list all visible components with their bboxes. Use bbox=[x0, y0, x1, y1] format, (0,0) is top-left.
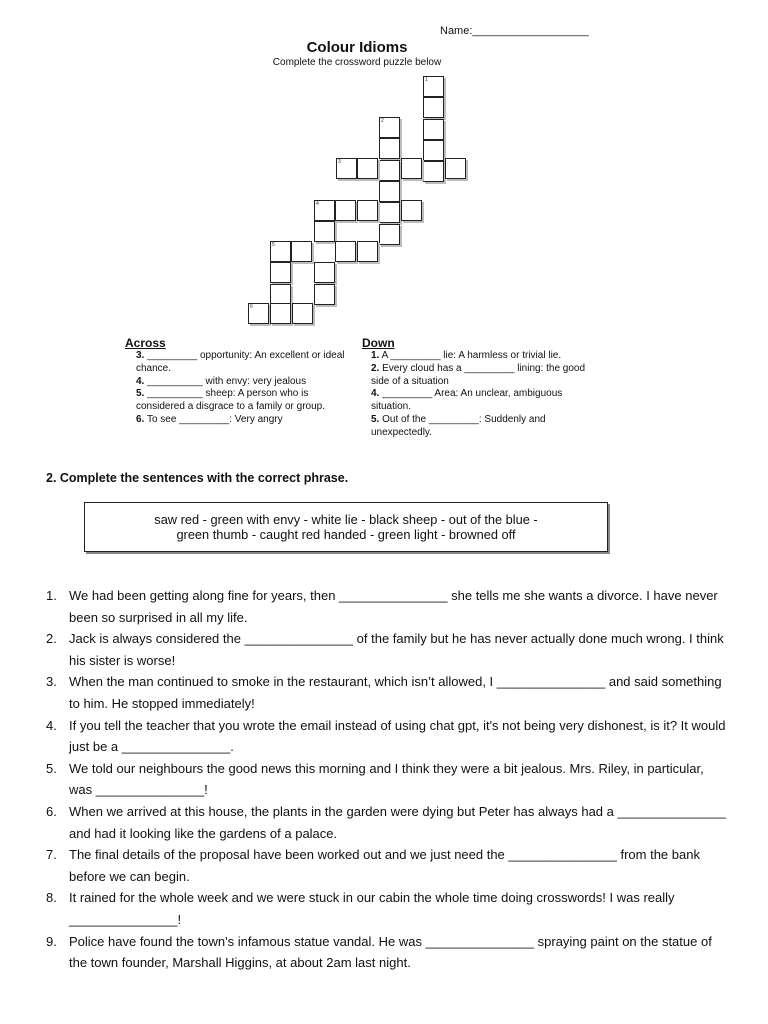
crossword-cell[interactable] bbox=[335, 241, 356, 262]
sentence-item bbox=[46, 931, 726, 974]
sentence-number: 8. bbox=[46, 890, 57, 906]
sentence-text: Jack is always considered the _______________ of the family but he has never actually done much wrong. I think his sister is worse! bbox=[69, 631, 724, 668]
cell-number: 2 bbox=[381, 118, 384, 124]
cell-number: 3 bbox=[338, 159, 341, 165]
sentence-number: 5. bbox=[46, 760, 57, 776]
clue-number: 6. bbox=[136, 413, 145, 425]
crossword-cell[interactable] bbox=[248, 303, 269, 324]
sentence-number: 9. bbox=[46, 933, 57, 949]
across-clue bbox=[136, 388, 355, 414]
clue-text: To see _________: Very angry bbox=[146, 413, 283, 425]
sentence-item bbox=[46, 671, 726, 714]
crossword-cell[interactable] bbox=[270, 241, 291, 262]
sentence-item bbox=[46, 758, 726, 801]
sentence-number: 7. bbox=[46, 847, 57, 863]
across-clues bbox=[125, 336, 355, 427]
clue-text: Every cloud has a _________ lining: the good side of a situation bbox=[371, 362, 586, 387]
crossword-cell[interactable] bbox=[270, 284, 291, 305]
sentence-item bbox=[46, 715, 726, 758]
crossword-cell[interactable] bbox=[291, 241, 312, 262]
crossword-cell[interactable] bbox=[357, 158, 378, 179]
crossword-cell[interactable] bbox=[357, 241, 378, 262]
crossword-cell[interactable] bbox=[423, 161, 444, 182]
sentence-item bbox=[46, 887, 726, 930]
crossword-cell[interactable] bbox=[401, 158, 422, 179]
name-field[interactable]: Name:___________________ bbox=[440, 25, 589, 37]
word-bank bbox=[84, 502, 608, 552]
clue-number: 5. bbox=[136, 388, 145, 400]
clue-text: _________ Area: An unclear, ambiguous situation. bbox=[371, 388, 563, 413]
crossword-cell[interactable] bbox=[292, 303, 313, 324]
crossword-cell[interactable] bbox=[314, 200, 335, 221]
down-heading: Down bbox=[362, 336, 395, 350]
clue-number: 4. bbox=[371, 388, 380, 400]
sentence-item bbox=[46, 844, 726, 887]
down-clues bbox=[362, 336, 592, 440]
down-clue bbox=[371, 388, 592, 414]
crossword-cell[interactable] bbox=[314, 284, 335, 305]
crossword-cell[interactable] bbox=[379, 160, 400, 181]
sentence-text: Police have found the town's infamous statue vandal. He was _______________ spraying paint on the statue of the town founder, Marshall Higgins, at about 2am last night. bbox=[69, 933, 712, 971]
crossword-cell[interactable] bbox=[379, 202, 400, 223]
sentence-text: When the man continued to smoke in the restaurant, which isn’t allowed, I _______________ and said something to him. He stopped immediately! bbox=[69, 674, 722, 711]
sentence-number: 4. bbox=[46, 717, 57, 733]
sentence-text: We told our neighbours the good news this morning and I think they were a bit jealous. Mrs. Riley, in particular, was _______________! bbox=[69, 760, 704, 798]
across-clue bbox=[136, 376, 355, 389]
across-clue bbox=[136, 414, 355, 427]
cell-number: 5 bbox=[272, 242, 275, 248]
clue-number: 5. bbox=[371, 413, 380, 425]
sentence-number: 2. bbox=[46, 631, 57, 647]
clue-number: 1. bbox=[371, 350, 380, 361]
word-bank-line: saw red - green with envy - white lie - black sheep - out of the blue - bbox=[154, 512, 538, 527]
crossword-cell[interactable] bbox=[401, 200, 422, 221]
sentence-text: If you tell the teacher that you wrote the email instead of using chat gpt, it's not being very dishonest, is it? It would just be a _______________. bbox=[69, 717, 726, 755]
sentence-text: The final details of the proposal have been worked out and we just need the _______________ from the bank before we can begin. bbox=[69, 847, 700, 884]
crossword-cell[interactable] bbox=[357, 200, 378, 221]
down-clue bbox=[371, 414, 592, 440]
crossword-cell[interactable] bbox=[379, 224, 400, 245]
cell-number: 1 bbox=[425, 77, 428, 83]
sentence-number: 6. bbox=[46, 803, 57, 819]
sentence-text: We had been getting along fine for years, then _______________ she tells me she wants a divorce. I have never been so surprised in all my life. bbox=[69, 588, 718, 625]
crossword-cell[interactable] bbox=[336, 158, 357, 179]
clue-text: _________ opportunity: An excellent or ideal chance. bbox=[136, 350, 345, 374]
cell-number: 4 bbox=[316, 201, 319, 207]
crossword-cell[interactable] bbox=[423, 140, 444, 161]
crossword-cell[interactable] bbox=[314, 262, 335, 283]
page-subtitle: Complete the crossword puzzle below bbox=[272, 57, 442, 68]
crossword-cell[interactable] bbox=[314, 221, 335, 242]
sentence-item bbox=[46, 585, 726, 628]
word-bank-line: green thumb - caught red handed - green light - browned off bbox=[176, 527, 516, 542]
cell-number: 6 bbox=[250, 304, 253, 310]
crossword-cell[interactable] bbox=[423, 119, 444, 140]
sentence-number: 1. bbox=[46, 588, 57, 603]
crossword-cell[interactable] bbox=[270, 262, 291, 283]
crossword-cell[interactable] bbox=[423, 97, 444, 118]
down-clue bbox=[371, 350, 592, 363]
across-clue bbox=[136, 350, 355, 376]
crossword-cell[interactable] bbox=[379, 181, 400, 202]
crossword-cell[interactable] bbox=[379, 138, 400, 159]
sentence-item bbox=[46, 801, 726, 844]
crossword-cell[interactable] bbox=[270, 303, 291, 324]
clue-text: A _________ lie: A harmless or trivial lie. bbox=[381, 350, 562, 361]
across-heading: Across bbox=[125, 336, 166, 350]
crossword-cell[interactable] bbox=[423, 76, 444, 97]
clue-number: 2. bbox=[371, 362, 380, 374]
crossword-cell[interactable] bbox=[445, 158, 466, 179]
clue-number: 3. bbox=[136, 350, 145, 361]
clue-text: __________ with envy: very jealous bbox=[147, 375, 307, 387]
clue-text: Out of the _________: Suddenly and unexpectedly. bbox=[371, 413, 546, 438]
down-clue bbox=[371, 363, 592, 389]
crossword-cell[interactable] bbox=[379, 117, 400, 138]
sentence-item bbox=[46, 628, 726, 671]
sentence-text: When we arrived at this house, the plants in the garden were dying but Peter has always had a _______________ and had it looking like the gardens of a palace. bbox=[69, 803, 726, 841]
sentence-text: It rained for the whole week and we were stuck in our cabin the whole time doing crosswords! I was really _______________! bbox=[69, 890, 675, 927]
crossword-grid bbox=[0, 0, 768, 340]
sentence-number: 3. bbox=[46, 674, 57, 690]
crossword-cell[interactable] bbox=[335, 200, 356, 221]
clue-number: 4. bbox=[136, 375, 145, 387]
section-heading: 2. Complete the sentences with the correct phrase. bbox=[46, 471, 349, 485]
page-title: Colour Idioms bbox=[306, 39, 408, 56]
sentence-list bbox=[46, 585, 726, 974]
clue-text: __________ sheep: A person who is considered a disgrace to a family or group. bbox=[136, 388, 325, 413]
